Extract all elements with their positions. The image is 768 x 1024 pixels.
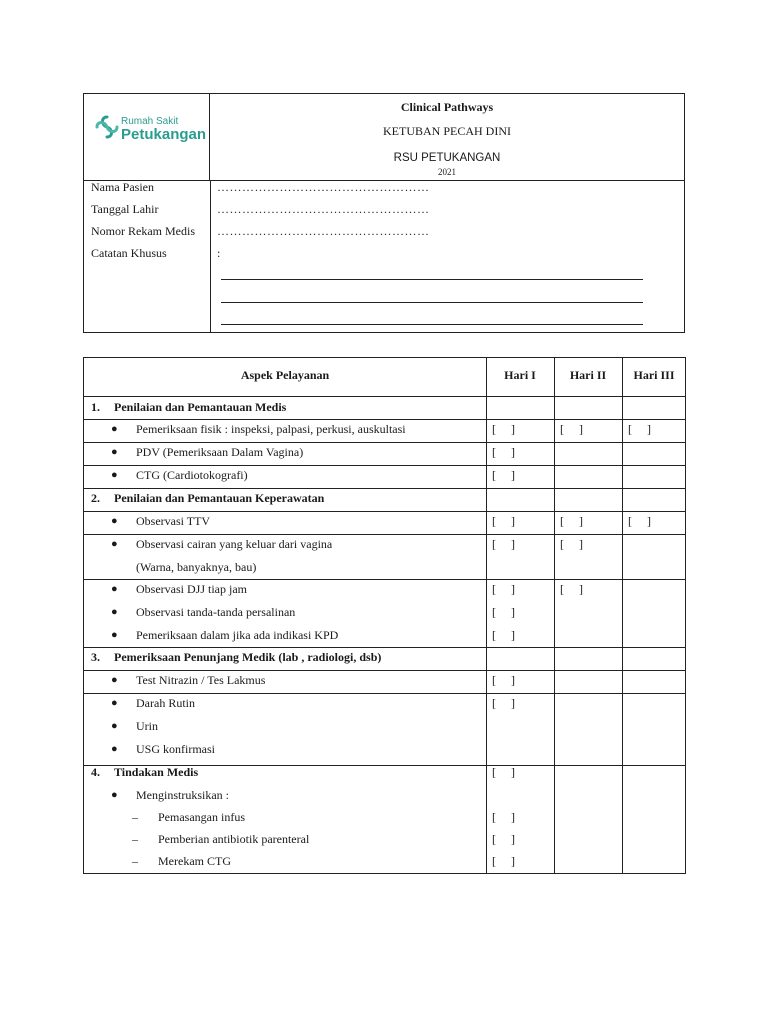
field-label-tanggal-lahir: Tanggal Lahir — [91, 202, 159, 216]
field-value-nama[interactable]: …………………………………………… — [217, 180, 430, 194]
bullet-icon: ● — [111, 789, 118, 801]
item-menginstruksikan: Menginstruksikan : — [136, 788, 229, 802]
item-ctg: CTG (Cardiotokografi) — [136, 468, 248, 482]
checkbox-hari1[interactable]: [ ] — [492, 628, 515, 642]
col-header-hari-3: Hari III — [633, 368, 675, 382]
checkbox-hari1[interactable]: [ ] — [492, 854, 515, 868]
subitem-merekam-ctg: Merekam CTG — [158, 854, 231, 868]
notes-line-1[interactable] — [221, 279, 643, 280]
checkbox-hari3[interactable]: [ ] — [628, 422, 651, 436]
logo-line1: Rumah Sakit — [121, 116, 179, 127]
checkbox-hari2[interactable]: [ ] — [560, 537, 583, 551]
col-header-hari-1: Hari I — [504, 368, 536, 382]
bullet-icon: ● — [111, 629, 118, 641]
checkbox-hari1[interactable]: [ ] — [492, 422, 515, 436]
checkbox-hari1[interactable]: [ ] — [492, 832, 515, 846]
hospital-logo — [95, 115, 207, 143]
field-label-rekam-medis: Nomor Rekam Medis — [91, 224, 195, 238]
subitem-pemasangan-infus: Pemasangan infus — [158, 810, 245, 824]
item-pemeriksaan-fisik: Pemeriksaan fisik : inspeksi, palpasi, perkusi, auskultasi — [136, 422, 406, 436]
field-label-nama: Nama Pasien — [91, 180, 154, 194]
logo-knot-icon — [95, 115, 119, 139]
section-4-heading: 4. Tindakan Medis — [91, 765, 199, 779]
subitem-antibiotik: Pemberian antibiotik parenteral — [158, 832, 310, 846]
item-observasi-djj: Observasi DJJ tiap jam — [136, 582, 247, 596]
bullet-icon: ● — [111, 423, 118, 435]
checkbox-hari1[interactable]: [ ] — [492, 514, 515, 528]
pathway-table — [83, 357, 686, 874]
section-2-heading: 2. Penilaian dan Pemantauan Keperawatan — [91, 491, 325, 505]
header-box — [83, 93, 685, 333]
logo-line2: Petukangan — [121, 126, 207, 143]
section-3-heading: 3. Pemeriksaan Penunjang Medik (lab , radiologi, dsb) — [91, 650, 382, 664]
checkbox-hari1[interactable]: [ ] — [492, 445, 515, 459]
item-urin: Urin — [136, 719, 158, 733]
field-value-tanggal-lahir[interactable]: …………………………………………… — [217, 202, 430, 216]
field-value-rekam-medis[interactable]: …………………………………………… — [217, 224, 430, 238]
checkbox-hari1[interactable]: [ ] — [492, 696, 515, 710]
checkbox-hari1[interactable]: [ ] — [492, 810, 515, 824]
title-cell — [210, 94, 684, 180]
section-1-heading: 1. Penilaian dan Pemantauan Medis — [91, 400, 287, 414]
bullet-icon: ● — [111, 515, 118, 527]
checkbox-hari2[interactable]: [ ] — [560, 514, 583, 528]
bullet-icon: ● — [111, 583, 118, 595]
notes-line-2[interactable] — [221, 302, 643, 303]
document-title: Clinical Pathways — [400, 100, 494, 114]
checkbox-hari2[interactable]: [ ] — [560, 582, 583, 596]
document-year: 2021 — [438, 167, 456, 177]
bullet-icon: ● — [111, 697, 118, 709]
bullet-icon: ● — [111, 606, 118, 618]
item-observasi-persalinan: Observasi tanda-tanda persalinan — [136, 605, 296, 619]
dash-icon: – — [132, 832, 138, 846]
item-pdv: PDV (Pemeriksaan Dalam Vagina) — [136, 445, 304, 459]
checkbox-hari1[interactable]: [ ] — [492, 673, 515, 687]
checkbox-hari1[interactable]: [ ] — [492, 468, 515, 482]
col-header-hari-2: Hari II — [569, 368, 607, 382]
dash-icon: – — [132, 810, 138, 824]
checkbox-hari1[interactable]: [ ] — [492, 582, 515, 596]
item-pemeriksaan-dalam: Pemeriksaan dalam jika ada indikasi KPD — [136, 628, 339, 642]
item-test-nitrazin: Test Nitrazin / Tes Lakmus — [136, 673, 266, 687]
bullet-icon: ● — [111, 538, 118, 550]
checkbox-hari1[interactable]: [ ] — [492, 765, 515, 779]
notes-line-3[interactable] — [221, 324, 643, 325]
hospital-name: RSU PETUKANGAN — [393, 152, 501, 164]
field-value-catatan: : — [217, 246, 221, 260]
item-usg: USG konfirmasi — [136, 742, 215, 756]
document-subtitle: KETUBAN PECAH DINI — [383, 124, 511, 138]
dash-icon: – — [132, 854, 138, 868]
item-darah-rutin: Darah Rutin — [136, 696, 195, 710]
col-header-aspek: Aspek Pelayanan — [240, 368, 330, 382]
checkbox-hari2[interactable]: [ ] — [560, 422, 583, 436]
logo-cell — [84, 94, 210, 180]
bullet-icon: ● — [111, 674, 118, 686]
checkbox-hari3[interactable]: [ ] — [628, 514, 651, 528]
bullet-icon: ● — [111, 446, 118, 458]
bullet-icon: ● — [111, 743, 118, 755]
item-observasi-cairan-detail: (Warna, banyaknya, bau) — [136, 560, 257, 574]
field-label-catatan: Catatan Khusus — [91, 246, 167, 260]
checkbox-hari1[interactable]: [ ] — [492, 537, 515, 551]
item-observasi-cairan: Observasi cairan yang keluar dari vagina — [136, 537, 333, 551]
item-observasi-ttv: Observasi TTV — [136, 514, 211, 528]
bullet-icon: ● — [111, 469, 118, 481]
bullet-icon: ● — [111, 720, 118, 732]
checkbox-hari1[interactable]: [ ] — [492, 605, 515, 619]
